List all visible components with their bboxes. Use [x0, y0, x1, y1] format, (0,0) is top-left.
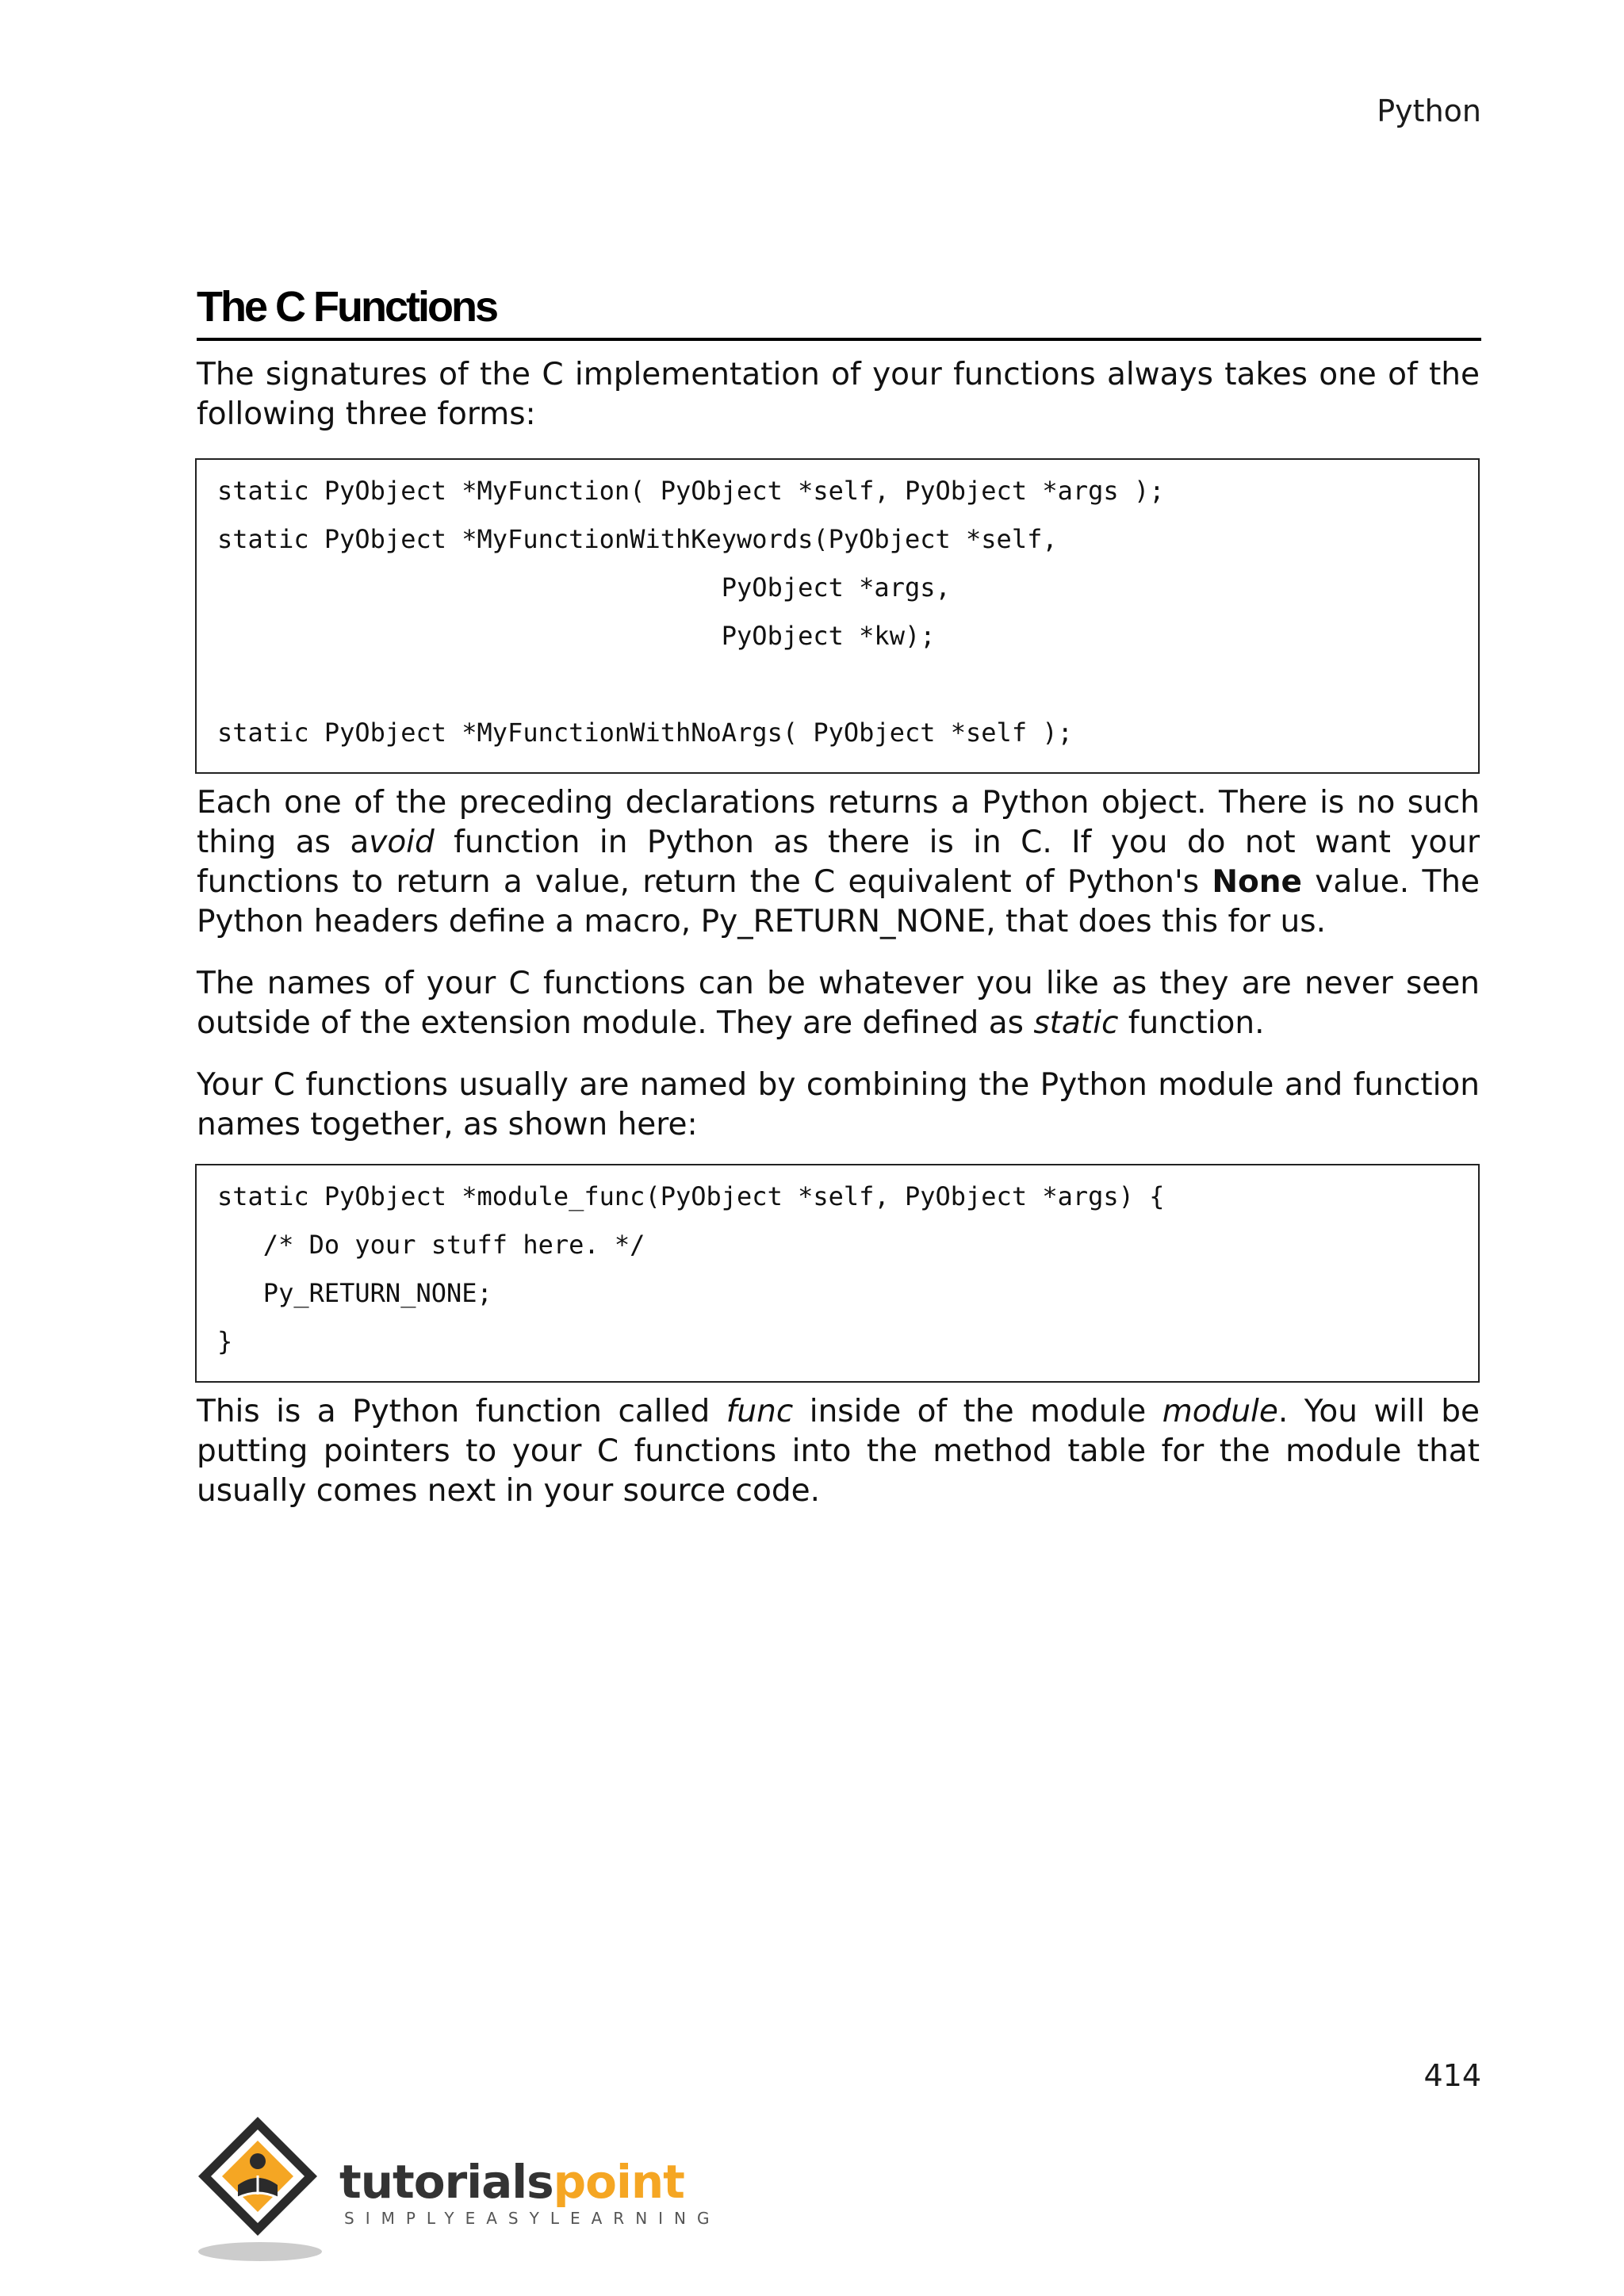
logo-tagline: SIMPLYEASYLEARNING	[344, 2209, 721, 2228]
static-text-1: The names of your C functions can be whatever you like as they are never seen outside of the extension module. They are defined as	[197, 966, 1480, 1041]
page-number: 414	[1423, 2058, 1481, 2093]
func-paragraph	[197, 1392, 1480, 1511]
tutorialspoint-logo	[190, 2109, 721, 2267]
func-keyword: func	[726, 1394, 794, 1429]
void-text-1: Each one of the preceding declarations returns a Python object. There is no such thing as a	[197, 785, 1480, 860]
func-text-1: This is a Python function called	[197, 1394, 726, 1429]
static-keyword: static	[1033, 1005, 1119, 1041]
intro-paragraph: The signatures of the C implementation of your functions always takes one of the following three forms:	[197, 357, 1480, 432]
section-title: The C Functions	[197, 283, 496, 331]
code-line: static PyObject *MyFunctionWithKeywords(PyObject *self,	[217, 524, 1058, 554]
code-line: static PyObject *module_func(PyObject *self, PyObject *args) {	[217, 1181, 1165, 1211]
none-keyword: None	[1212, 864, 1302, 900]
section-heading	[197, 279, 1481, 341]
code-block-module-func	[195, 1164, 1480, 1383]
void-text-2: function in Python as there is in C. If you do not want your functions to return a value, return the C equivalent of Python's	[197, 825, 1480, 900]
code-line: Py_RETURN_NONE;	[217, 1278, 492, 1308]
logo-word-tutorials: tutorials	[339, 2155, 553, 2209]
void-keyword: void	[369, 825, 435, 860]
code-line: }	[217, 1326, 233, 1357]
func-text-3: . You will be putting pointers to your C functions into the method table for the module that usually comes next in your source code.	[197, 1394, 1480, 1509]
code-line: /* Do your stuff here. */	[217, 1230, 645, 1260]
func-text-2: inside of the module	[793, 1394, 1162, 1429]
static-text-2: function.	[1118, 1005, 1265, 1041]
running-header: Python	[1377, 94, 1481, 128]
code-block-signatures	[195, 458, 1480, 774]
static-paragraph	[197, 964, 1480, 1043]
code-line: static PyObject *MyFunctionWithNoArgs( PyObject *self );	[217, 718, 1073, 748]
code-line: static PyObject *MyFunction( PyObject *self, PyObject *args );	[217, 476, 1165, 506]
code-line: PyObject *args,	[217, 572, 951, 603]
logo-word-point: point	[553, 2155, 684, 2209]
code-line: PyObject *kw);	[217, 621, 936, 651]
naming-paragraph: Your C functions usually are named by combining the Python module and function names together, as shown here:	[197, 1067, 1480, 1142]
module-keyword: module	[1162, 1394, 1278, 1429]
void-paragraph	[197, 783, 1480, 942]
logo-wordmark	[339, 2156, 684, 2207]
tutorialspoint-logo-icon	[190, 2109, 341, 2267]
void-text-3: value. The Python headers define a macro, Py_RETURN_NONE, that does this for us.	[197, 864, 1480, 939]
